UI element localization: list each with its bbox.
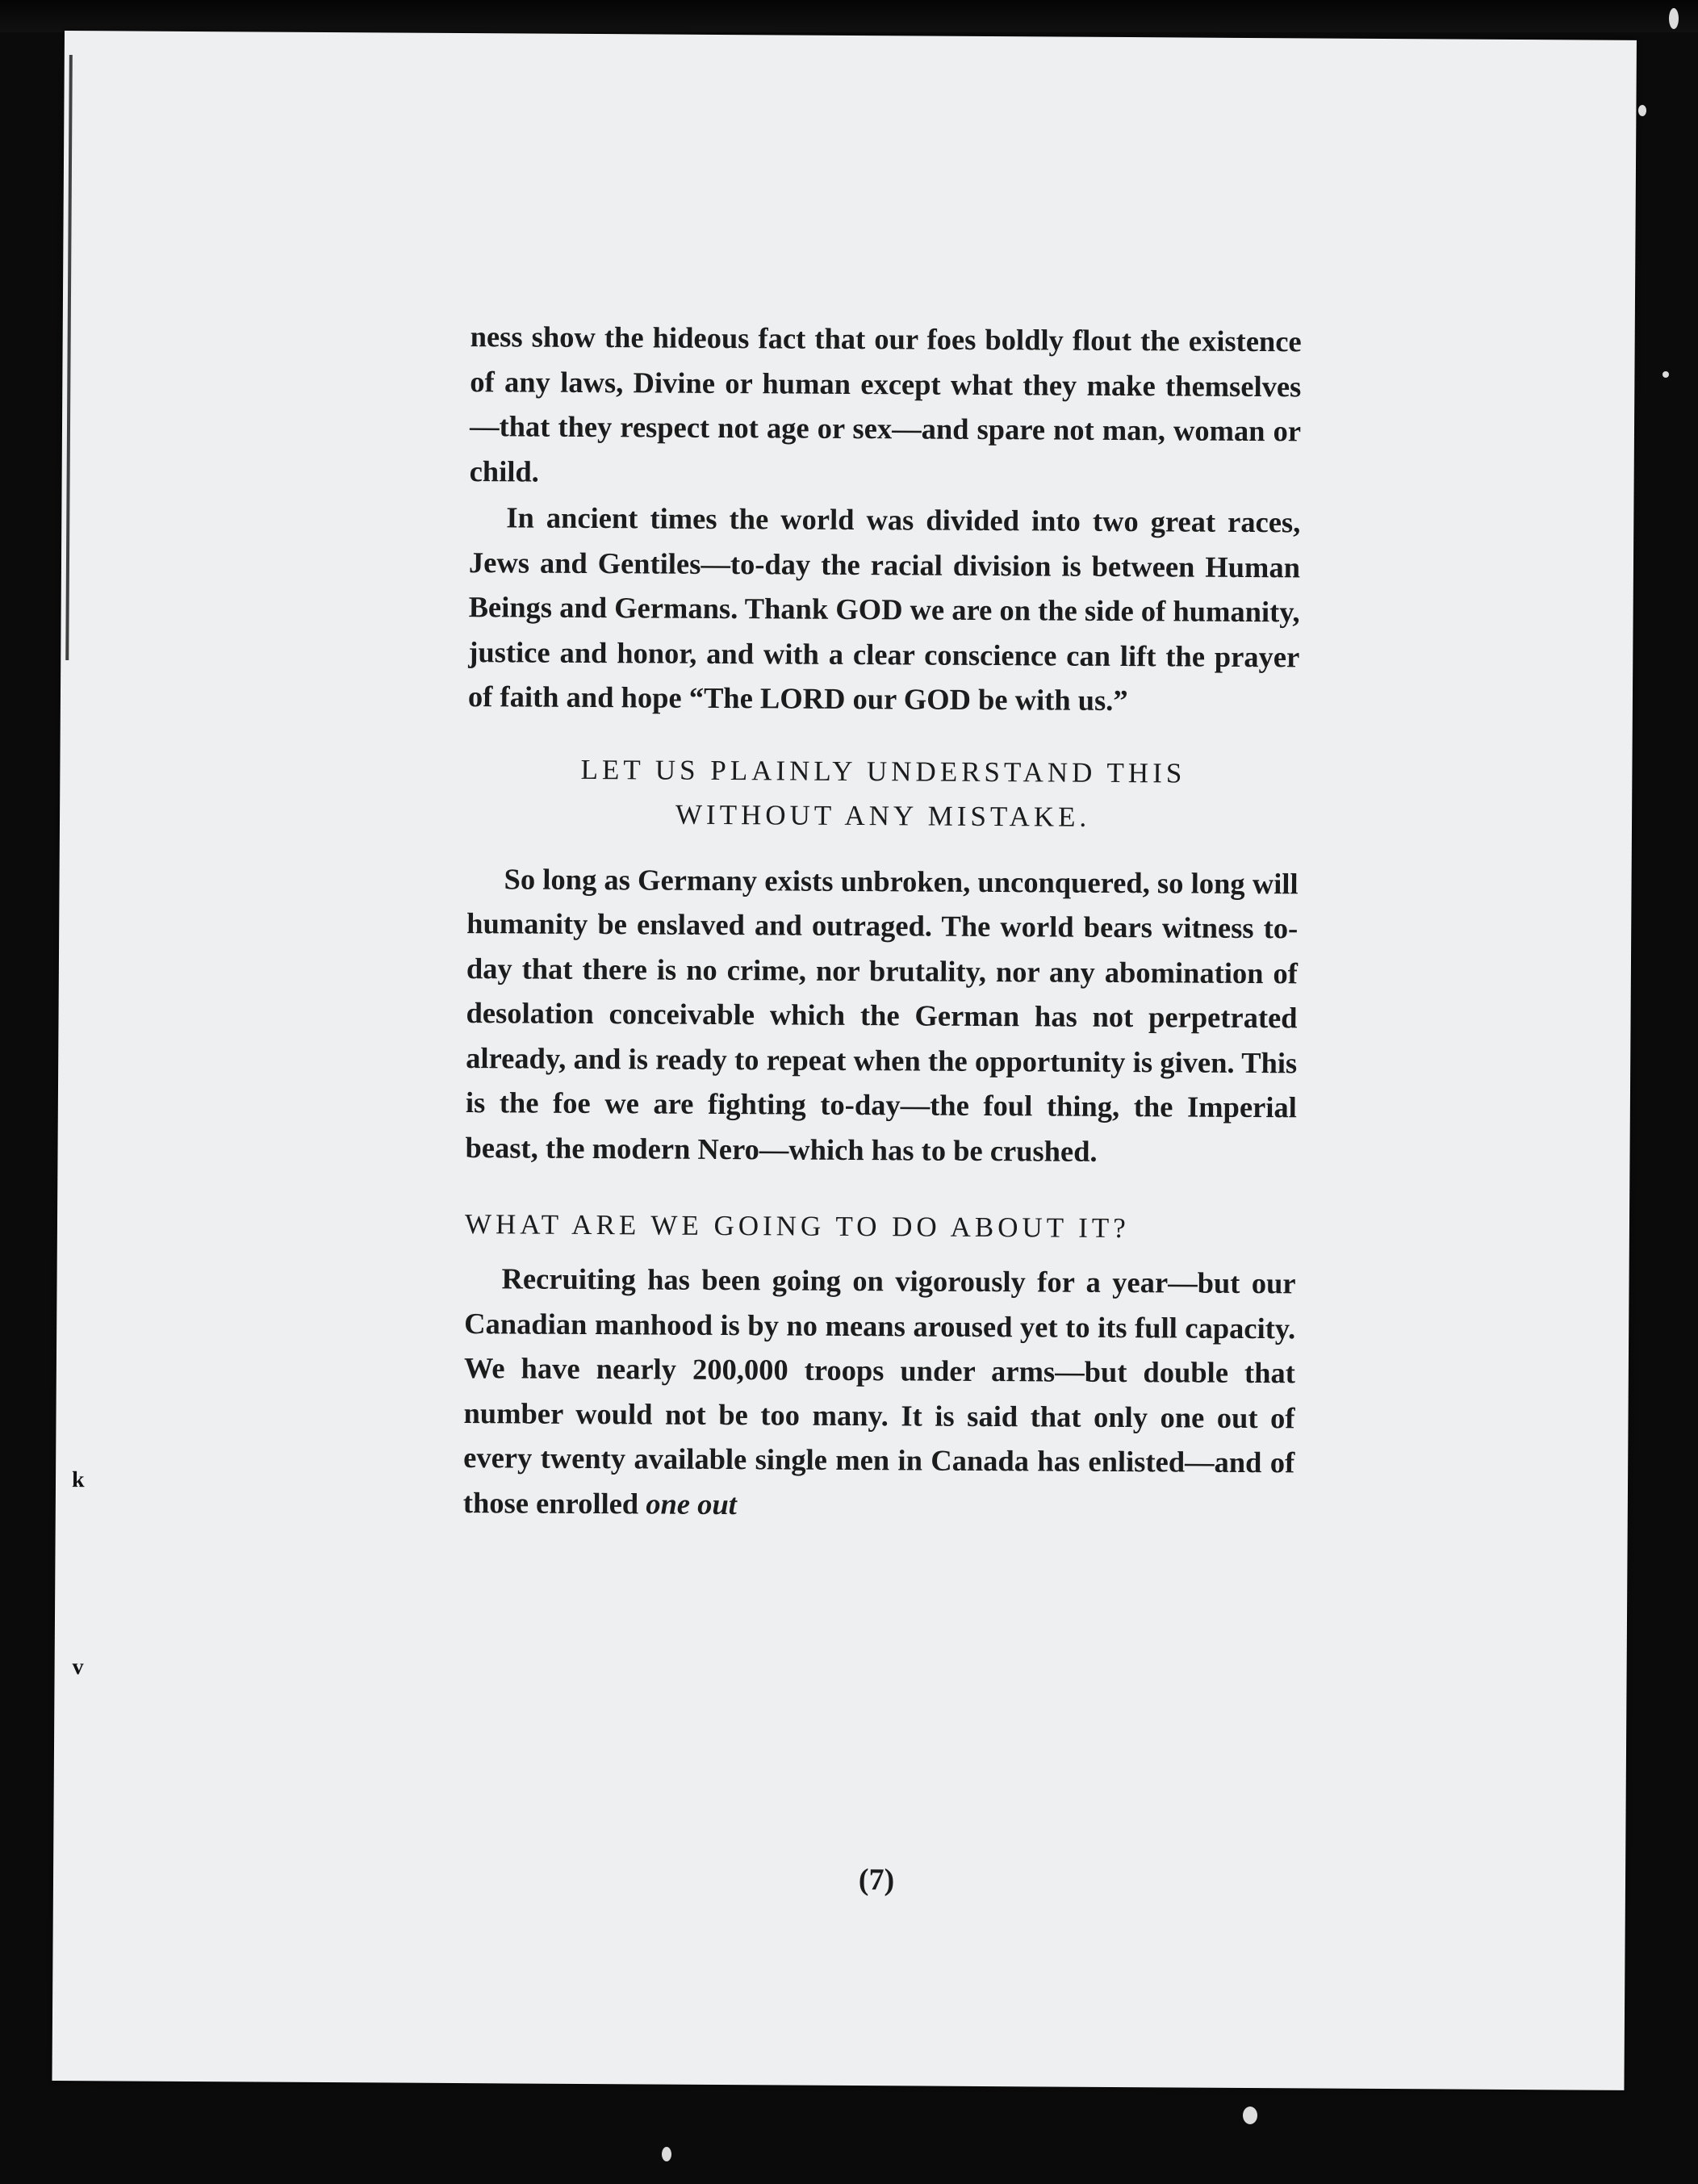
paragraph-text: Recruiting has been going on vigorously for a year—but our Canadian manhood is by no means aroused yet to its full capacity. We have nearly 200,000 troops under arms—but double that number would not be too many. It is said that only one out of every twenty available single men in Canada has enlisted—and of those enrolled: [462, 1261, 1296, 1520]
section-heading: [467, 747, 1299, 840]
heading-line: LET US PLAINLY UNDERSTAND THIS: [580, 753, 1186, 789]
page-number: (7): [858, 1863, 895, 1897]
section-heading: WHAT ARE WE GOING TO DO ABOUT IT?: [464, 1208, 1130, 1245]
paragraph: [463, 1256, 1296, 1529]
scan-speck: [1243, 2107, 1257, 2124]
margin-mark: v: [72, 1655, 84, 1680]
heading-line: WITHOUT ANY MISTAKE.: [675, 798, 1091, 833]
body-text: [462, 314, 1302, 1897]
paragraph-italic-text: one out: [646, 1486, 738, 1521]
scan-speck: [1669, 8, 1679, 29]
margin-mark: k: [71, 1467, 85, 1493]
paragraph: So long as Germany exists unbroken, unconquered, so long will humanity be enslaved and outraged. The world bears witness to-day that there is no crime, nor brutality, nor any abomination of desolation conceivable which the German has not perpetrated already, and is ready to repeat when the opportunity is given. This is the foe we are fighting to-day—the foul thing, the Imperial beast, the modern Nero—which has to be crushed.: [465, 861, 1299, 1168]
scan-border: [0, 0, 1698, 32]
paragraph: ness show the hideous fact that our foes boldly flout the existence of any laws, Divine or human except what they make themselves—that they respect not age or sex—and spare not man, woman or child.: [469, 320, 1302, 488]
paragraph: In ancient times the world was divided into two great races, Jews and Gentiles—to-day the racial division is between Human Beings and Germans. Thank GOD we are on the side of humanity, justice and honor, and with a clear conscience can lift the prayer of faith and hope “The LORD our GOD be with us.”: [467, 500, 1301, 718]
book-page: [52, 31, 1636, 2090]
binding-edge-line: [65, 55, 73, 660]
scan-speck: [662, 2147, 671, 2161]
scan-speck: [1638, 105, 1646, 116]
scan-speck: [1662, 371, 1669, 378]
